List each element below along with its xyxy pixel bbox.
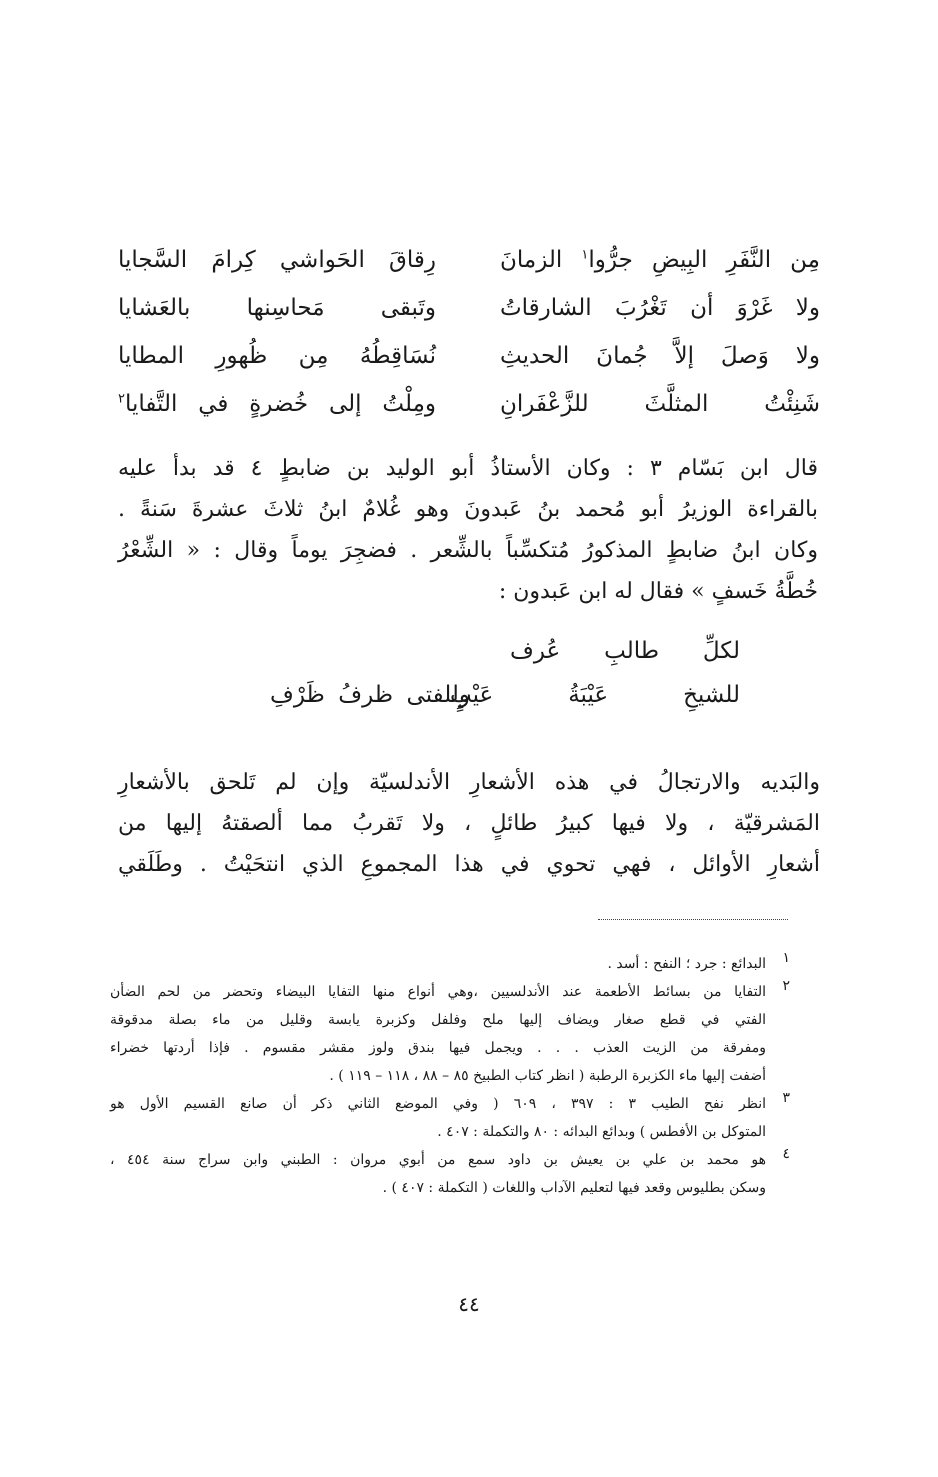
poem-verse	[118, 238, 820, 282]
footnote-line: هو محمد بن علي بن يعيش بن داود سمع من أبوي مروان : الطبني وابن سراج سنة ٤٥٤ ،	[110, 1152, 767, 1168]
footnote-number: ٤	[782, 1146, 790, 1162]
footnote	[110, 978, 790, 1090]
footnotes	[110, 950, 790, 1202]
footnote-line: انظر نفح الطيب ٣ : ٣٩٧ ، ٦٠٩ ( وفي الموضع الثاني ذكر أن صانع القسيم الأول هو	[110, 1096, 766, 1112]
footnote-ref: ١	[581, 247, 589, 263]
footnote-number: ٢	[782, 978, 790, 994]
couplet-line: وللفتى ظرفُ ظَرْفِ	[270, 682, 470, 708]
text-line: وكان ابنُ ضابطٍ المذكورُ مُتكسِّباً بالشِّعر . فضجِرَ يوماً وقال : « الشِّعْرُ	[118, 538, 818, 563]
footnote	[110, 950, 790, 978]
footnote	[110, 1146, 790, 1202]
text-line: والبَديه والارتجالُ في هذه الأشعارِ الأندلسيّة وإن لم تَلحق بالأشعارِ	[118, 770, 820, 795]
text-line: أشعارِ الأوائل ، فهي تحوي في هذا المجموعِ الذي انتحَيْتُ . وطَلَقي	[118, 852, 820, 877]
poem-verse	[118, 382, 820, 426]
footnote-line: أضفت إليها ماء الكزبرة الرطبة ( انظر كتاب الطبيخ ٨٥ – ٨٨ ، ١١٨ – ١١٩ ) .	[329, 1068, 766, 1084]
footnote-divider	[598, 919, 788, 920]
verse-first-hemistich: ولا غَرْوَ أن تَغْرُبَ الشارقاتُ	[500, 295, 820, 321]
verse-second-hemistich: رِقاقَ الحَواشي كِرامَ السَّجايا	[118, 247, 436, 273]
footnote-line: وسكن بطليوس وقعد فيها لتعليم الآداب واللغات ( التكملة : ٤٠٧ ) .	[382, 1180, 766, 1196]
footnote-number: ٣	[782, 1090, 790, 1106]
footnote-ref: ٢	[118, 391, 125, 407]
verse-second-hemistich: ومِلْتُ إلى خُضرةٍ في التَّفايا$^٢$	[118, 391, 436, 417]
verse-second-hemistich: وتَبقى مَحاسِنها بالعَشايا	[118, 295, 436, 321]
verse-first-hemistich: شَنِئْتُ المثلَّثَ للزَّعْفَرانِ	[500, 391, 820, 417]
poem-verse	[118, 286, 820, 330]
couplet	[120, 638, 740, 728]
verse-first-hemistich: مِن النَّفَرِ البِيضِ جرُّوا$^١$ الزمانَ	[500, 247, 820, 273]
footnote-line: الفتي في قطع صغار ويضاف إليها ملح وفلفل وكزبرة يابسة وقليل من ماء بصلة مدقوقة	[110, 1012, 766, 1028]
prose-body	[118, 762, 820, 885]
verse-first-hemistich: ولا وَصلَ إلاَّ جُمانَ الحديثِ	[500, 343, 820, 369]
footnote	[110, 1090, 790, 1146]
prose-intro	[118, 448, 819, 612]
footnote-line: التفايا من بسائط الأطعمة عند الأندلسيين ،وهي أنواع منها التفايا البيضاء وتحضر من لحم الضأن	[110, 984, 766, 1000]
couplet-line: للشيخِ عَيْبَةُ عَيْبٍ	[450, 682, 740, 708]
footnote-line: المتوكل بن الأفطس ) وبدائع البدائه : ٨٠ والتكملة : ٤٠٧ .	[437, 1124, 766, 1140]
text-line: بالقراءة الوزيرُ أبو مُحمد بنُ عَبدونَ وهو غُلامٌ ابنُ ثلاثَ عشرةَ سَنةً .	[118, 497, 818, 522]
page-number: ٤٤	[458, 1292, 480, 1316]
verse-second-hemistich: نُسَاقِطُهُ مِن ظُهورِ المطايا	[118, 343, 436, 369]
footnote-number: ١	[782, 950, 790, 966]
footnote-line: ومفرقة من الزيت العذب . . . ويجمل فيها بندق ولوز مقشر مقسوم . فإذا أردتها خضراء	[110, 1040, 766, 1056]
poem-verse	[118, 334, 820, 378]
footnote-line: البدائع : جرد ؛ النفح : أسد .	[607, 956, 766, 972]
text-line: قال ابن بَسّام ٣ : وكان الأستاذُ أبو الوليد بن ضابطٍ ٤ قد بدأ عليه	[118, 456, 819, 481]
text-line: خُطَّةُ خَسفٍ » فقال له ابن عَبدون :	[498, 579, 818, 604]
text-line: المَشرقيّة ، ولا فيها كبيرُ طائلٍ ، ولا تَقربُ مما ألصقتهُ إليها من	[118, 811, 820, 836]
couplet-line: لكلِّ طالبِ عُرف	[510, 638, 740, 664]
